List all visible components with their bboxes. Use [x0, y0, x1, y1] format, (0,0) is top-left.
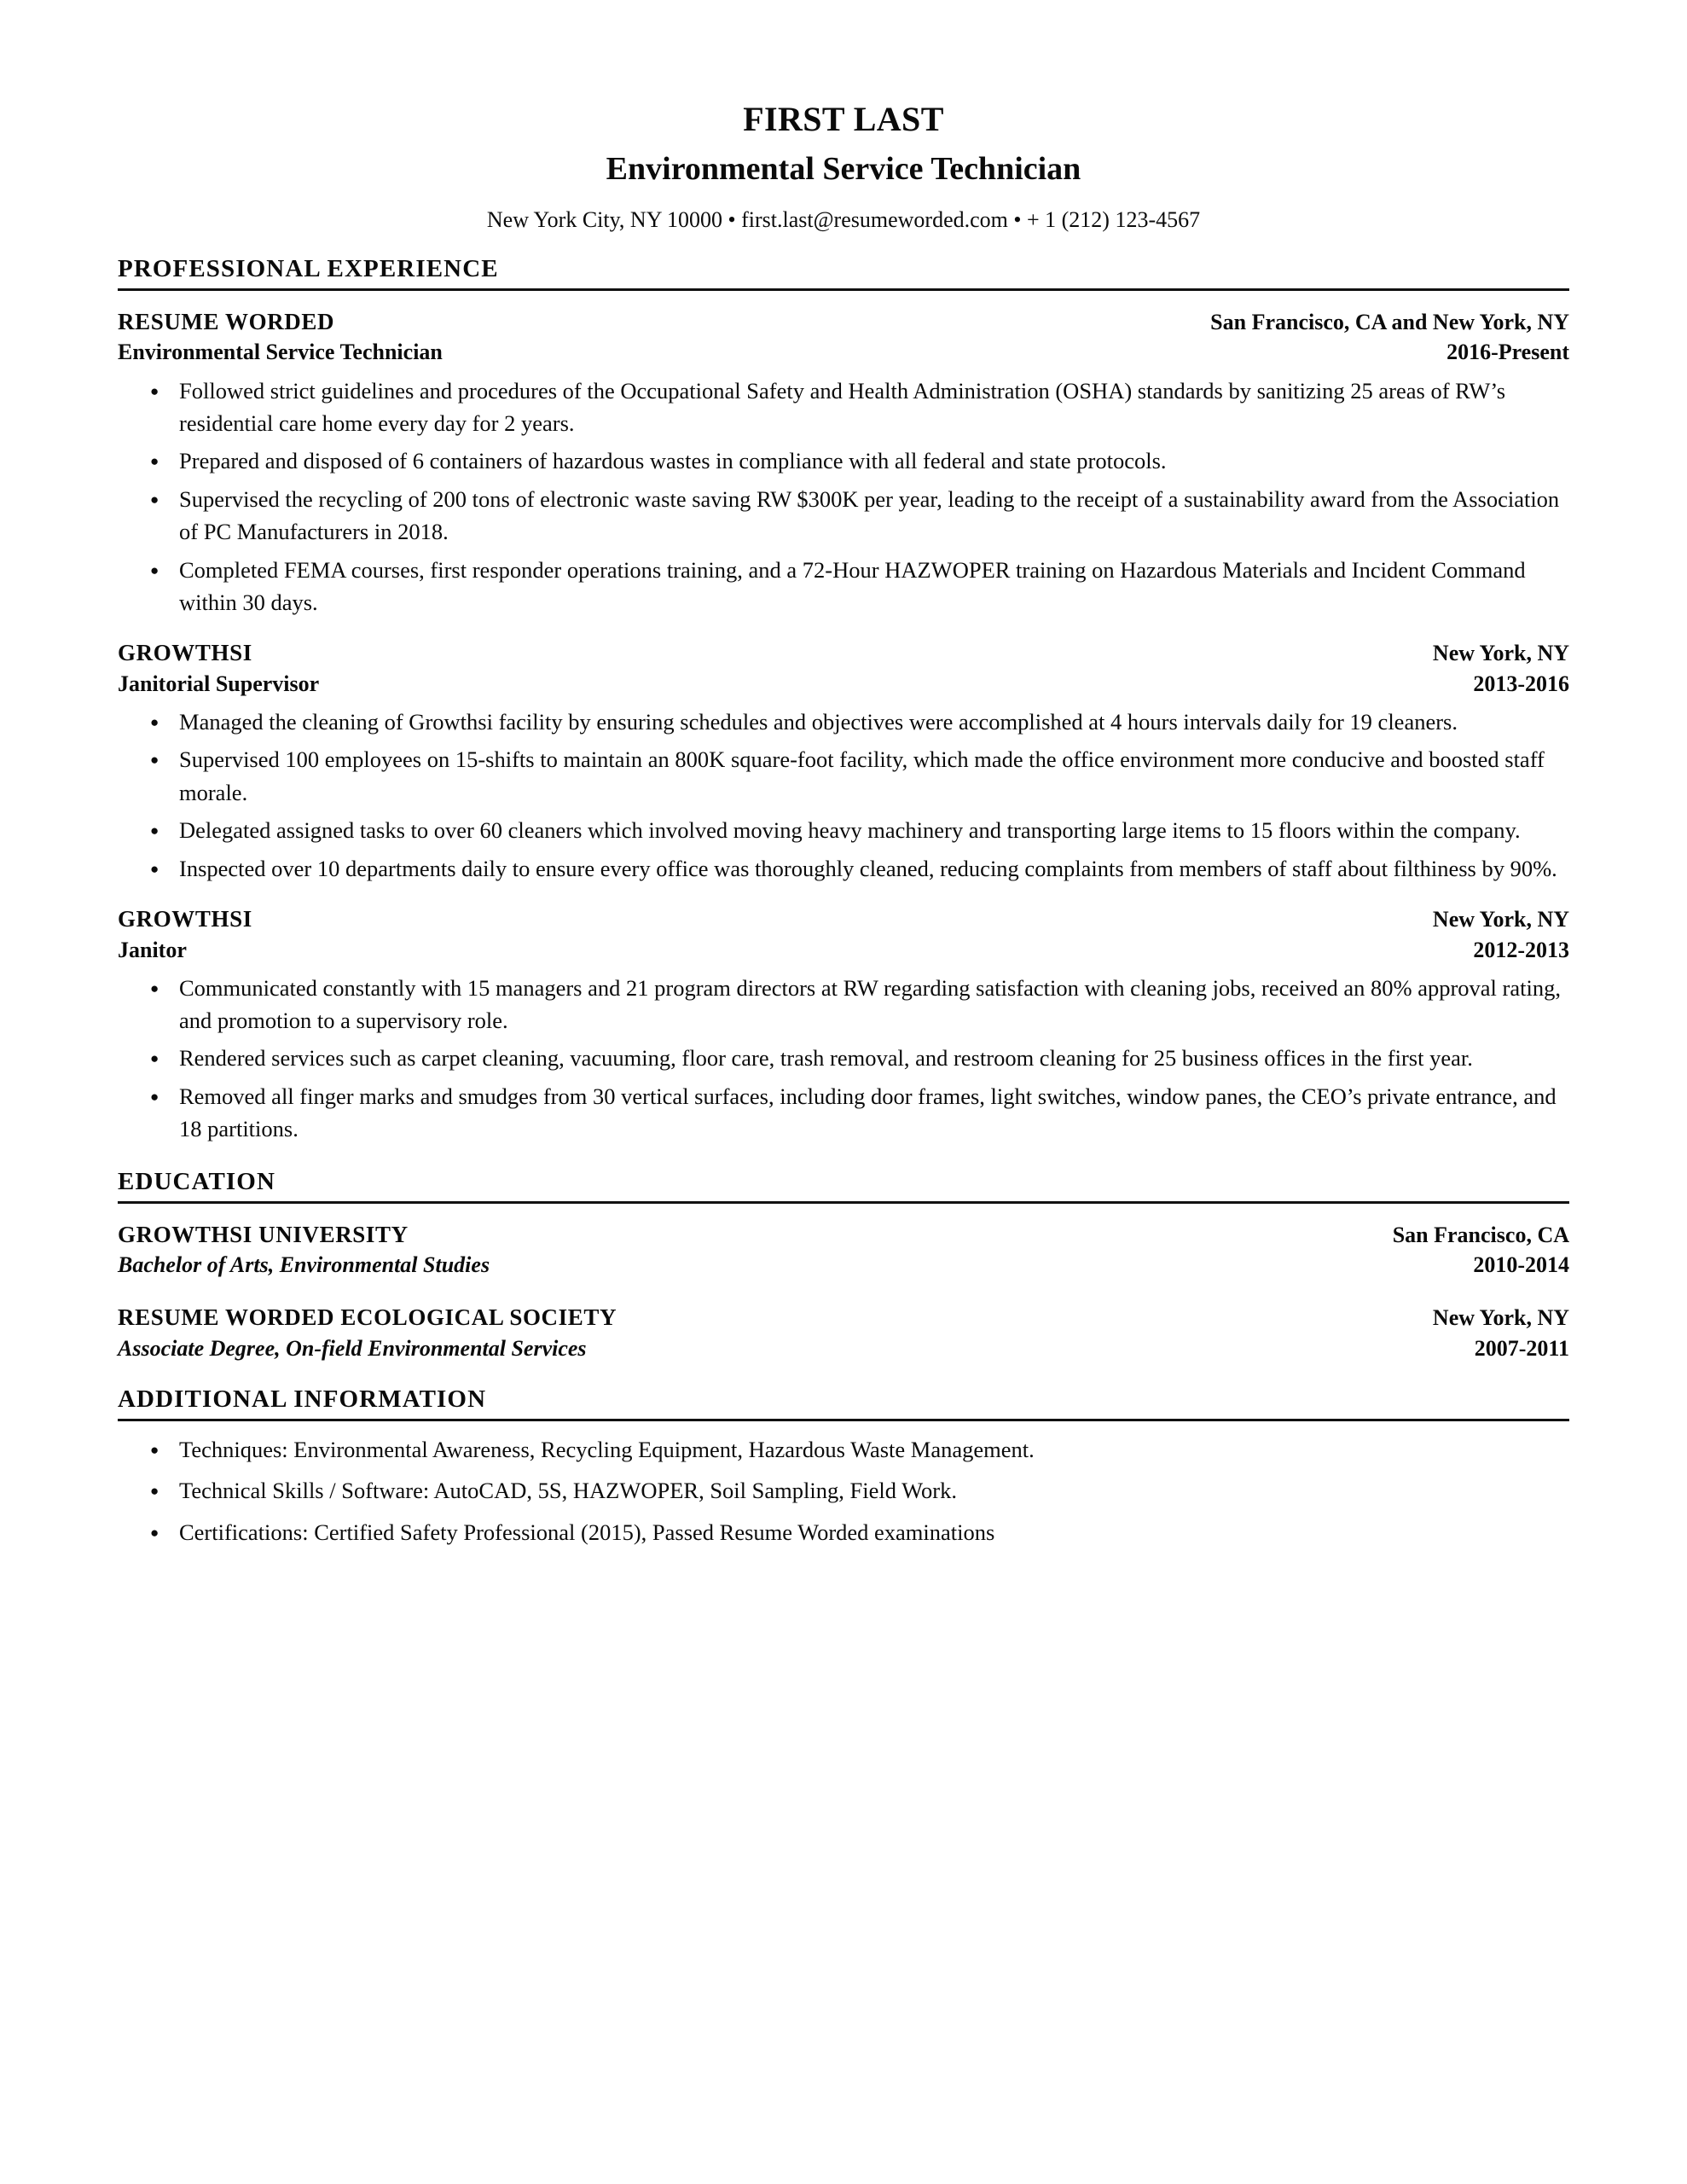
experience-role: Janitor	[118, 937, 187, 962]
list-item: ● Supervised the recycling of 200 tons of electronic waste saving RW $300K per year, leading to the receipt of a sustainability award from the Association of PC Manufacturers in 2018.	[118, 483, 1569, 549]
experience-bullets	[118, 706, 1569, 885]
list-item: ● Communicated constantly with 15 managers and 21 program directors at RW regarding satisfaction with cleaning jobs, received an 80% approval rating, and promotion to a supervisory role.	[118, 972, 1569, 1037]
list-item: ● Delegated assigned tasks to over 60 cleaners which involved moving heavy machinery and transporting large items to 15 floors within the company.	[118, 814, 1569, 846]
education-dates: 2007-2011	[1474, 1335, 1569, 1361]
list-item: ● Followed strict guidelines and procedures of the Occupational Safety and Health Administration (OSHA) standards by sanitizing 25 areas of RW’s residential care home every day for 2 years.	[118, 375, 1569, 440]
experience-bullets	[118, 375, 1569, 619]
list-item: ● Inspected over 10 departments daily to ensure every office was thoroughly cleaned, reducing complaints from members of staff about filthiness by 90%.	[118, 852, 1569, 885]
experience-org: RESUME WORDED	[118, 308, 335, 334]
experience-entry-role-row	[118, 669, 1569, 699]
experience-role: Environmental Service Technician	[118, 340, 443, 365]
list-item: ● Supervised 100 employees on 15-shifts to maintain an 800K square-foot facility, which made the office environment more conducive and boosted staff morale.	[118, 743, 1569, 809]
list-item: ● Techniques: Environmental Awareness, Recycling Equipment, Hazardous Waste Management.	[118, 1433, 1569, 1466]
list-item: ● Managed the cleaning of Growthsi facility by ensuring schedules and objectives were accomplished at 4 hours intervals daily for 19 cleaners.	[118, 706, 1569, 738]
experience-entry-role-row	[118, 337, 1569, 367]
education-entry-degree-row	[118, 1333, 1569, 1363]
list-item: ● Rendered services such as carpet cleaning, vacuuming, floor care, trash removal, and restroom cleaning for 25 business offices in the first year.	[118, 1042, 1569, 1074]
experience-org: GROWTHSI	[118, 906, 252, 932]
list-item: ● Certifications: Certified Safety Professional (2015), Passed Resume Worded examinations	[118, 1516, 1569, 1548]
experience-entry	[118, 903, 1569, 1146]
experience-entry-role-row	[118, 935, 1569, 965]
list-item: ● Completed FEMA courses, first responder operations training, and a 72-Hour HAZWOPER training on Hazardous Materials and Incident Command within 30 days.	[118, 554, 1569, 619]
additional-bullets	[118, 1433, 1569, 1548]
section-title-experience: PROFESSIONAL EXPERIENCE	[118, 255, 1569, 291]
section-title-additional: ADDITIONAL INFORMATION	[118, 1385, 1569, 1421]
section-education	[118, 1168, 1569, 1363]
experience-entry	[118, 637, 1569, 885]
section-additional-information	[118, 1385, 1569, 1548]
education-location: San Francisco, CA	[1392, 1222, 1569, 1247]
education-org: GROWTHSI UNIVERSITY	[118, 1221, 409, 1247]
contact-line: New York City, NY 10000 • first.last@resumeworded.com • + 1 (212) 123-4567	[486, 206, 1201, 232]
list-item: ● Technical Skills / Software: AutoCAD, 5S, HAZWOPER, Soil Sampling, Field Work.	[118, 1474, 1569, 1507]
experience-location: San Francisco, CA and New York, NY	[1210, 309, 1569, 334]
experience-dates: 2016-Present	[1446, 340, 1569, 365]
experience-dates: 2013-2016	[1473, 671, 1569, 696]
list-item: ● Prepared and disposed of 6 containers of hazardous wastes in compliance with all federal and state protocols.	[118, 444, 1569, 477]
experience-dates: 2012-2013	[1473, 937, 1569, 962]
list-item: ● Removed all finger marks and smudges from 30 vertical surfaces, including door frames, light switches, window panes, the CEO’s private entrance, and 18 partitions.	[118, 1080, 1569, 1146]
education-degree: Bachelor of Arts, Environmental Studies	[118, 1252, 490, 1278]
education-entry-org-row	[118, 1219, 1569, 1250]
experience-bullets	[118, 972, 1569, 1146]
experience-entry-org-row	[118, 306, 1569, 337]
resume-header	[118, 101, 1569, 233]
experience-role: Janitorial Supervisor	[118, 671, 320, 696]
experience-entry-org-row	[118, 637, 1569, 668]
experience-location: New York, NY	[1432, 641, 1569, 666]
education-degree: Associate Degree, On-field Environmental Services	[118, 1335, 587, 1361]
experience-entry-org-row	[118, 903, 1569, 934]
section-title-education: EDUCATION	[118, 1168, 1569, 1204]
education-entry-degree-row	[118, 1250, 1569, 1280]
section-professional-experience	[118, 255, 1569, 1146]
candidate-name: FIRST LAST	[743, 100, 944, 138]
education-dates: 2010-2014	[1473, 1252, 1569, 1278]
candidate-headline: Environmental Service Technician	[606, 151, 1081, 187]
education-org: RESUME WORDED ECOLOGICAL SOCIETY	[118, 1304, 617, 1331]
experience-entry	[118, 306, 1569, 619]
experience-location: New York, NY	[1432, 907, 1569, 932]
education-entry-org-row	[118, 1302, 1569, 1333]
education-location: New York, NY	[1432, 1305, 1569, 1331]
education-entry	[118, 1302, 1569, 1363]
education-entry	[118, 1219, 1569, 1281]
experience-org: GROWTHSI	[118, 640, 252, 666]
